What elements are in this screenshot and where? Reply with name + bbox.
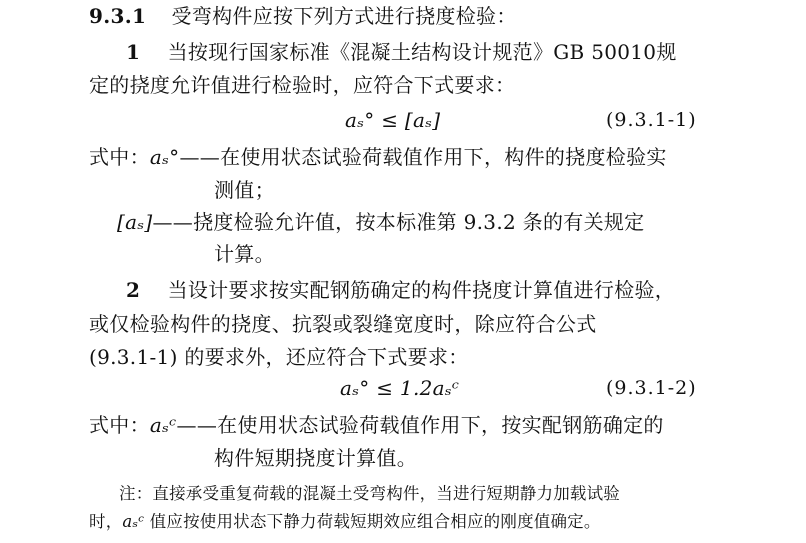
item1-def2-line2: 计算。 (214, 242, 275, 266)
item1-line1 (126, 38, 677, 66)
note-symbol: aₛᶜ (122, 512, 145, 531)
section-heading (89, 2, 517, 30)
def2-text1: ——挠度检验允许值，按本标准第 9.3.2 条的有关规定 (152, 210, 645, 234)
item1-def1-line1 (89, 143, 667, 171)
item2-line3: (9.3.1-1) 的要求外，还应符合下式要求： (89, 345, 469, 369)
note-prefix: 时， (89, 512, 123, 531)
note-line1: 注：直接承受重复荷载的混凝土受弯构件，当进行短期静力加载试验 (119, 484, 620, 503)
item1-def1-line2: 测值； (214, 178, 275, 202)
item2-line2: 或仅检验构件的挠度、抗裂或裂缝宽度时，除应符合公式 (89, 312, 597, 336)
item2-text1: 当设计要求按实配钢筋确定的构件挠度计算值进行检验， (167, 278, 676, 302)
note-text2: 值应按使用状态下静力荷载短期效应组合相应的刚度值确定。 (144, 512, 601, 531)
formula-9-3-1-2: aₛ° ≤ 1.2aₛᶜ (340, 376, 460, 400)
def1-text1: ——在使用状态试验荷载值作用下，构件的挠度检验实 (179, 145, 667, 169)
item2-number: 2 (126, 278, 141, 302)
item1-number: 1 (126, 40, 141, 64)
section-title: 受弯构件应按下列方式进行挠度检验： (171, 4, 517, 28)
def3-symbol: aₛᶜ (149, 413, 177, 437)
item2-def-line1 (89, 411, 664, 439)
def2-symbol: [aₛ] (117, 210, 153, 234)
formula-9-3-1-1: aₛ° ≤ [aₛ] (345, 108, 441, 132)
formula-number-9-3-1-1: (9.3.1-1) (606, 109, 697, 131)
formula-number-9-3-1-2: (9.3.1-2) (606, 377, 697, 399)
item1-line2: 定的挠度允许值进行检验时，应符合下式要求： (89, 73, 516, 97)
def3-text1: ——在使用状态试验荷载值作用下，按实配钢筋确定的 (176, 413, 664, 437)
item1-def2-line1 (117, 208, 644, 236)
where-label-2: 式中： (89, 413, 150, 437)
item1-text1: 当按现行国家标准《混凝土结构设计规范》GB 50010规 (167, 40, 677, 64)
item2-line1 (126, 276, 675, 304)
note-line2 (89, 510, 601, 534)
where-label: 式中： (89, 145, 150, 169)
section-number: 9.3.1 (89, 4, 147, 28)
def1-symbol: aₛ° (149, 145, 180, 169)
item2-def-line2: 构件短期挠度计算值。 (214, 446, 417, 470)
